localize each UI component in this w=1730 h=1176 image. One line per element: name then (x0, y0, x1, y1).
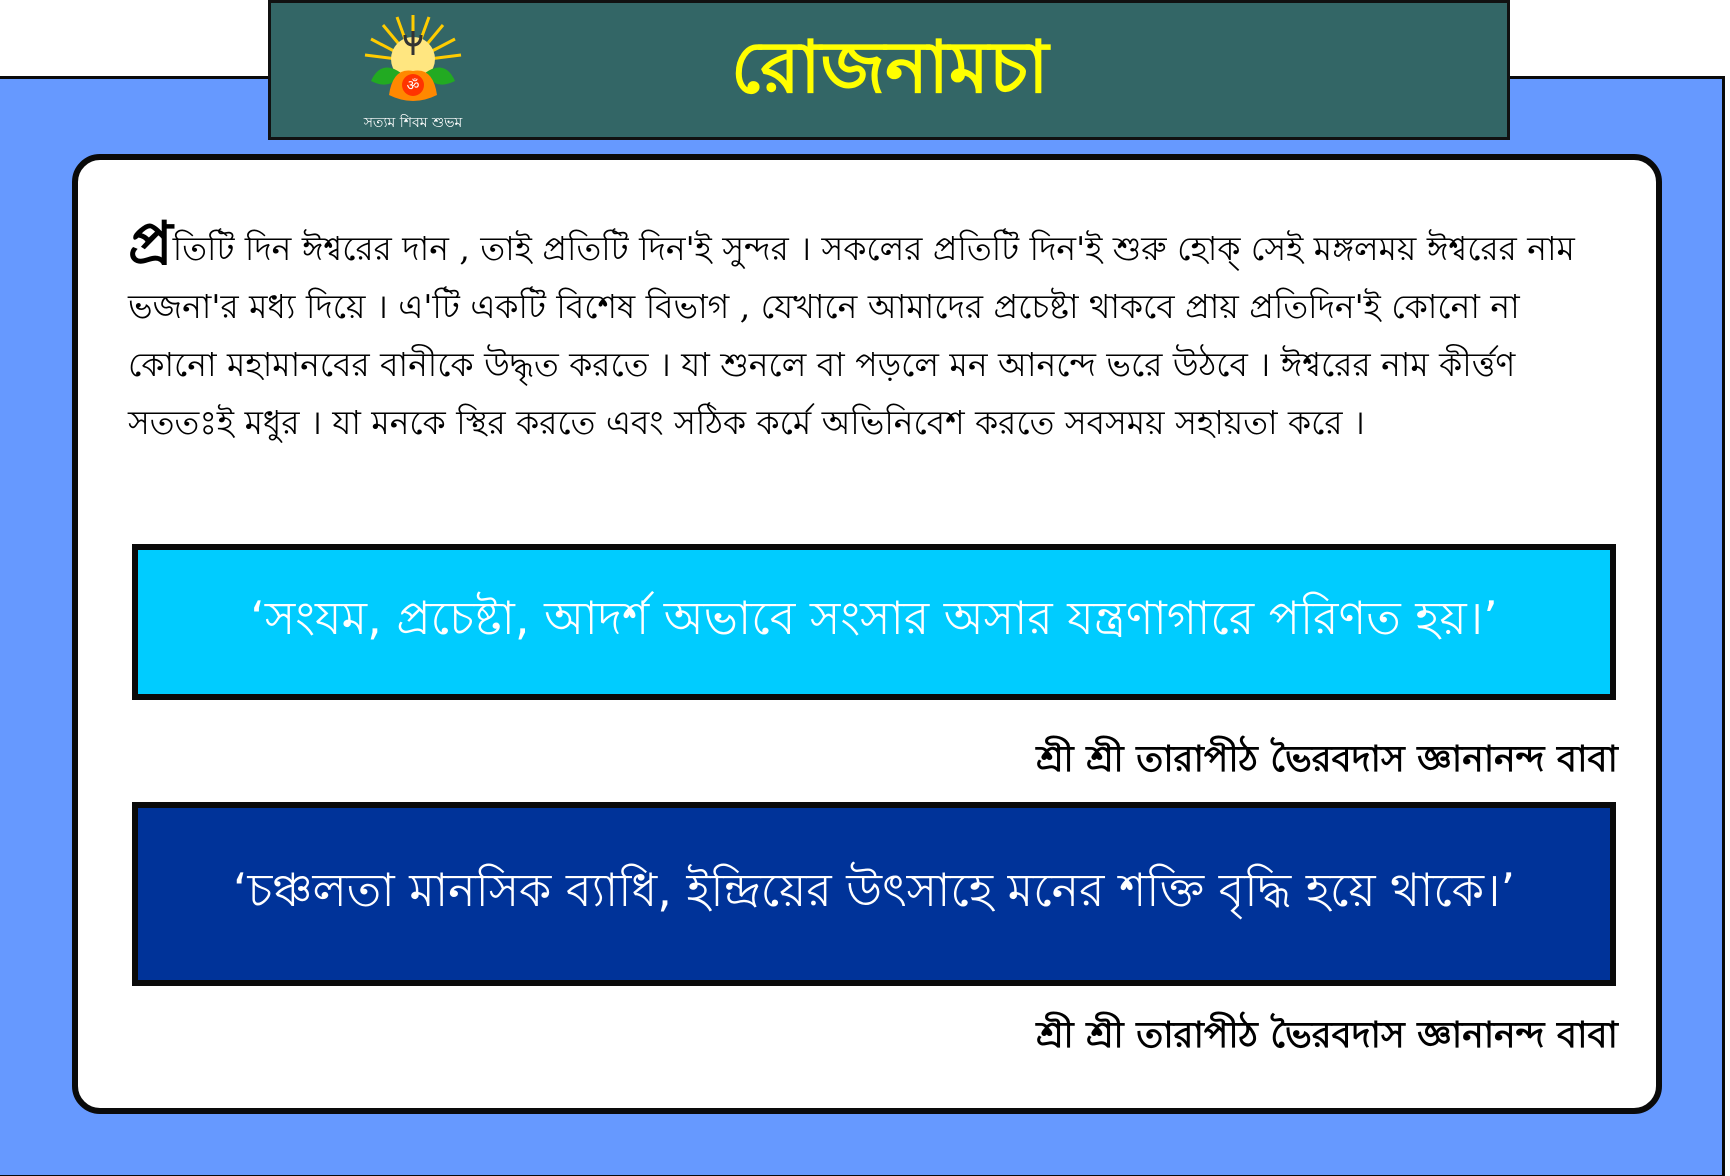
quote-text-2: ‘চঞ্চলতা মানসিক ব্যাধি, ইন্দ্রিয়ের উৎসাহে মনের শক্তি বৃদ্ধি হয়ে থাকে।’ (232, 863, 1516, 917)
quote-attribution-1: শ্রী শ্রী তারাপীঠ ভৈরবদাস জ্ঞানানন্দ বাবা (1036, 739, 1618, 780)
intro-dropcap: প্র (128, 209, 173, 279)
intro-text: তিটি দিন ঈশ্বরের দান , তাই প্রতিটি দিন'ই সুন্দর । সকলের প্রতিটি দিন'ই শুরু হোক্ সেই মঙ্গলময় ঈশ্বরের নাম ভজনা'র মধ্য দিয়ে । এ'টি একটি বিশেষ বিভাগ , যেখানে আমাদের প্রচেষ্টা থাকবে প্রায় প্রতিদিন'ই কোনো না কোনো মহামানবের বানীকে উদ্ধৃত করতে । যা শুনলে বা পড়লে মন আনন্দে ভরে উঠবে । ঈশ্বরের নাম কীর্ত্তণ সততঃই মধুর । যা মনকে স্থির করতে এবং সঠিক কর্মে অভিনিবেশ করতে সবসময় সহায়তা করে । (128, 229, 1575, 442)
quote-text-1: ‘সংযম, প্রচেষ্টা, আদর্শ অভাবে সংসার অসার যন্ত্রণাগারে পরিণত হয়।’ (250, 591, 1498, 645)
header-bar (268, 0, 1510, 140)
page-title: রোজনামচা (731, 25, 1049, 109)
logo-caption: সত্যম শিবম শুভম (363, 115, 463, 131)
quote-box-1 (132, 544, 1616, 700)
quote-attribution-2: শ্রী শ্রী তারাপীঠ ভৈরবদাস জ্ঞানানন্দ বাবা (1036, 1015, 1618, 1056)
content-card (72, 154, 1662, 1114)
logo (351, 11, 475, 135)
logo-emblem-icon (351, 11, 475, 111)
quote-box-2 (132, 802, 1616, 986)
intro-paragraph (128, 209, 1608, 452)
om-symbol: ॐ (406, 78, 420, 94)
